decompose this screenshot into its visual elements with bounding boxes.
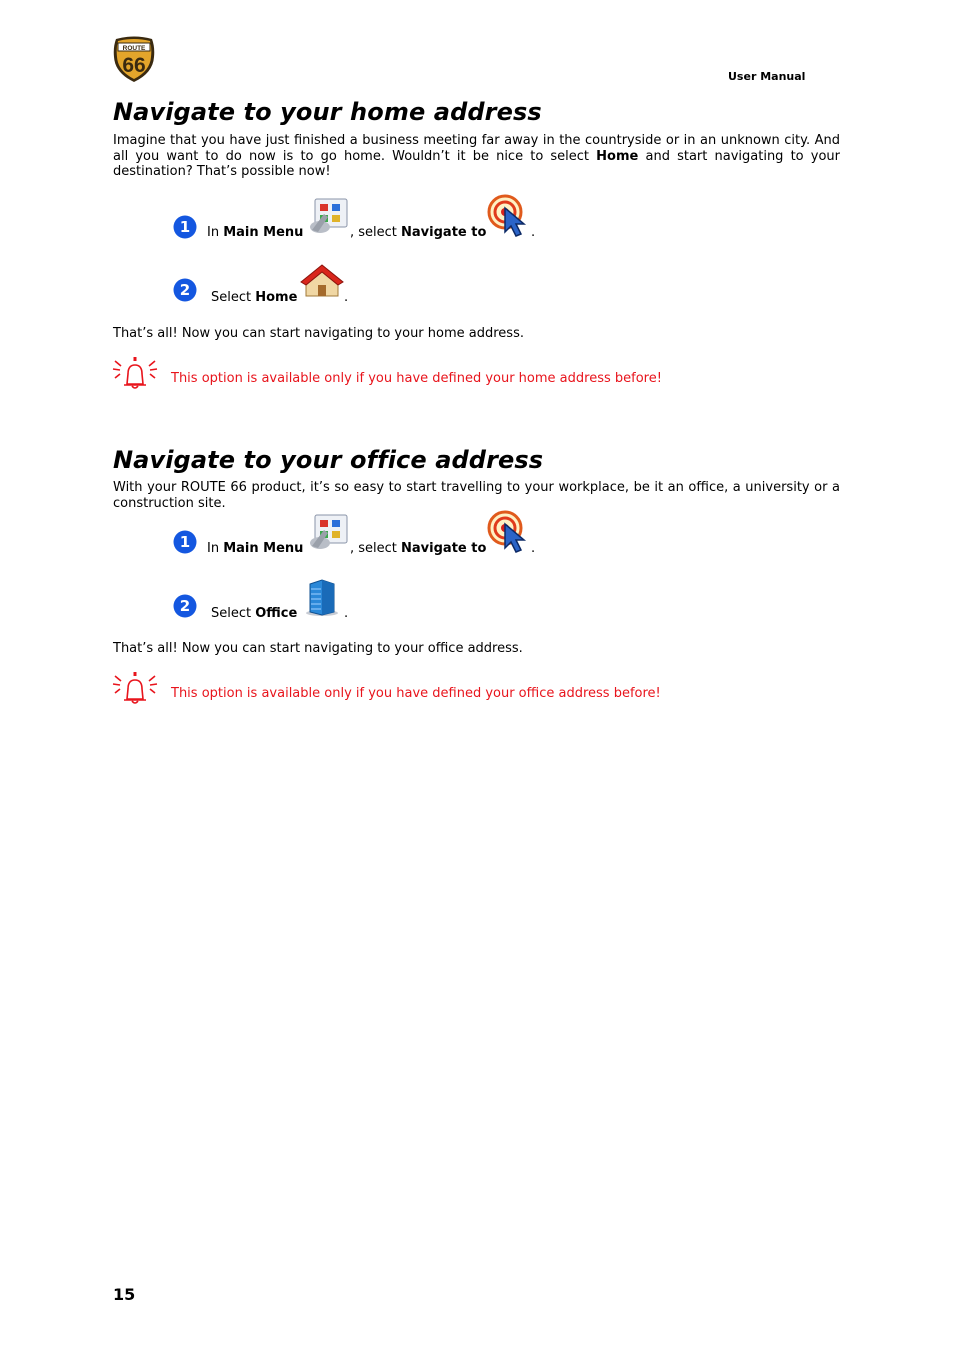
main-menu-icon <box>306 196 350 236</box>
home-icon <box>300 262 344 302</box>
navigate-to-label: Navigate to <box>401 541 487 556</box>
office-label: Office <box>255 606 298 621</box>
navigate-to-icon <box>487 194 531 238</box>
svg-text:66: 66 <box>122 54 146 77</box>
main-menu-label: Main Menu <box>223 225 304 240</box>
page-number: 15 <box>113 1285 136 1304</box>
section-outro-home: That’s all! Now you can start navigating to your home address. <box>113 326 524 341</box>
svg-text:2: 2 <box>179 281 191 299</box>
step-2-marker-icon <box>173 278 197 302</box>
section-intro-office: With your ROUTE 66 product, it’s so easy to start travelling to your workplace, be it an office, a university or a construction site. <box>113 480 840 511</box>
step-1-instruction: In Main Menu <box>207 225 304 240</box>
home-keyword: Home <box>596 148 639 164</box>
section-title-home: Navigate to your home address <box>113 98 542 126</box>
document-title: User Manual <box>728 70 806 83</box>
main-menu-label: Main Menu <box>223 541 304 556</box>
section-intro-home: Imagine that you have just finished a business meeting far away in the countryside or in an unknown city. And all you want to do now is to go home. Wouldn’t it be nice to select Home and start navigating to your destination? That’s possible now! <box>113 133 840 180</box>
navigate-to-label: Navigate to <box>401 225 487 240</box>
alert-bell-icon <box>111 355 159 391</box>
section-title-office: Navigate to your office address <box>113 446 544 474</box>
navigate-to-icon <box>487 510 531 554</box>
svg-text:1: 1 <box>179 533 191 551</box>
step-1-marker-icon <box>173 215 197 239</box>
office-building-icon <box>302 578 342 618</box>
svg-text:1: 1 <box>179 218 191 236</box>
step-1-instruction-cont: , select Navigate to <box>350 225 487 240</box>
note-office: This option is available only if you have defined your office address before! <box>171 686 661 701</box>
step-1-instruction: In Main Menu <box>207 541 304 556</box>
note-home: This option is available only if you have defined your home address before! <box>171 371 662 386</box>
svg-text:ROUTE: ROUTE <box>122 44 146 52</box>
step-2-marker-icon <box>173 594 197 618</box>
step-1-instruction-cont: , select Navigate to <box>350 541 487 556</box>
step-1-end: . <box>531 541 536 556</box>
step-2-end: . <box>344 606 349 621</box>
svg-text:2: 2 <box>179 597 191 615</box>
step-1-end: . <box>531 225 536 240</box>
home-label: Home <box>255 290 298 305</box>
route-66-logo <box>111 35 157 83</box>
step-2-instruction: Select Home <box>211 290 298 305</box>
step-2-end: . <box>344 290 349 305</box>
main-menu-icon <box>306 512 350 552</box>
step-2-instruction: Select Office <box>211 606 298 621</box>
step-1-marker-icon <box>173 530 197 554</box>
alert-bell-icon <box>111 670 159 706</box>
section-outro-office: That’s all! Now you can start navigating to your office address. <box>113 641 523 656</box>
